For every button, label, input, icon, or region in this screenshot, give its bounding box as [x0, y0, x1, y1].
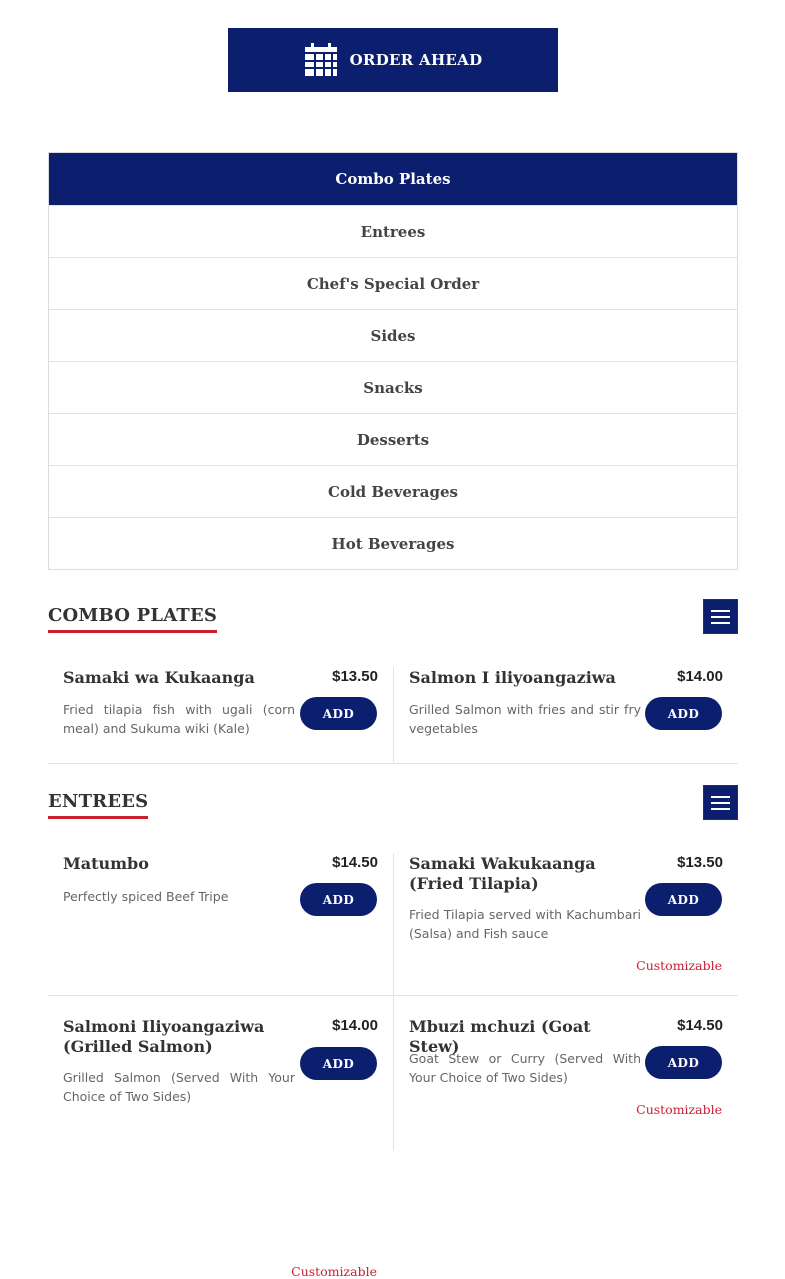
calendar-icon: [304, 43, 338, 77]
item-price: $14.50: [332, 854, 378, 871]
menu-icon[interactable]: [703, 599, 738, 634]
customizable-link[interactable]: Customizable: [636, 1102, 722, 1117]
item-row: [48, 667, 738, 764]
item-description: Fried tilapia fish with ugali (corn meal) and Sukuma wiki (Kale): [63, 702, 295, 736]
menu-item: [393, 667, 738, 763]
item-name: Salmon I iliyoangaziwa: [409, 668, 616, 687]
item-description: Grilled Salmon with fries and stir fry vegetables: [409, 702, 641, 736]
menu-item: [393, 996, 738, 1151]
order-ahead-button[interactable]: [228, 28, 558, 92]
combo-plates-grid: [48, 667, 738, 764]
menu-item: [48, 667, 393, 763]
item-price: $14.50: [677, 1017, 723, 1034]
item-row: [48, 996, 738, 1279]
item-price: $13.50: [677, 854, 723, 871]
item-name: Mbuzi mchuzi (Goat Stew): [409, 1017, 591, 1056]
nav-item-combo-plates[interactable]: Combo Plates: [49, 153, 737, 205]
nav-item-hot-beverages[interactable]: Hot Beverages: [49, 517, 737, 569]
menu-item: [48, 996, 393, 1279]
customizable-link[interactable]: Customizable: [636, 958, 722, 973]
item-name: Salmoni Iliyoangaziwa (Grilled Salmon): [63, 1017, 265, 1056]
item-name: Samaki Wakukaanga (Fried Tilapia): [409, 854, 596, 893]
category-nav: [48, 152, 738, 570]
item-price: $14.00: [677, 668, 723, 685]
add-button[interactable]: ADD: [645, 1046, 722, 1079]
menu-icon[interactable]: [703, 785, 738, 820]
item-name: Samaki wa Kukaanga: [63, 668, 255, 687]
nav-item-cold-beverages[interactable]: Cold Beverages: [49, 465, 737, 517]
nav-item-entrees[interactable]: Entrees: [49, 205, 737, 257]
add-button[interactable]: ADD: [300, 697, 377, 730]
combo-plates-header: [48, 599, 738, 639]
nav-item-desserts[interactable]: Desserts: [49, 413, 737, 465]
order-ahead-label: ORDER AHEAD: [349, 51, 483, 69]
menu-item: [48, 853, 393, 995]
item-name: Matumbo: [63, 854, 149, 873]
nav-item-sides[interactable]: Sides: [49, 309, 737, 361]
item-description: Perfectly spiced Beef Tripe: [63, 889, 229, 904]
section-title: ENTREES: [48, 791, 148, 819]
add-button[interactable]: ADD: [300, 883, 377, 916]
section-title: COMBO PLATES: [48, 605, 217, 633]
customizable-link[interactable]: Customizable: [291, 1264, 377, 1279]
item-description: Goat Stew or Curry (Served With Your Choice of Two Sides): [409, 1051, 641, 1085]
item-description: Fried Tilapia served with Kachumbari (Salsa) and Fish sauce: [409, 907, 641, 941]
menu-item: [393, 853, 738, 995]
add-button[interactable]: ADD: [645, 697, 722, 730]
item-description: Grilled Salmon (Served With Your Choice of Two Sides): [63, 1070, 295, 1104]
nav-item-snacks[interactable]: Snacks: [49, 361, 737, 413]
item-price: $13.50: [332, 668, 378, 685]
nav-item-chefs-special-order[interactable]: Chef's Special Order: [49, 257, 737, 309]
entrees-header: [48, 785, 738, 825]
entrees-grid: [48, 853, 738, 1279]
item-row: [48, 853, 738, 996]
add-button[interactable]: ADD: [645, 883, 722, 916]
item-price: $14.00: [332, 1017, 378, 1034]
add-button[interactable]: ADD: [300, 1047, 377, 1080]
